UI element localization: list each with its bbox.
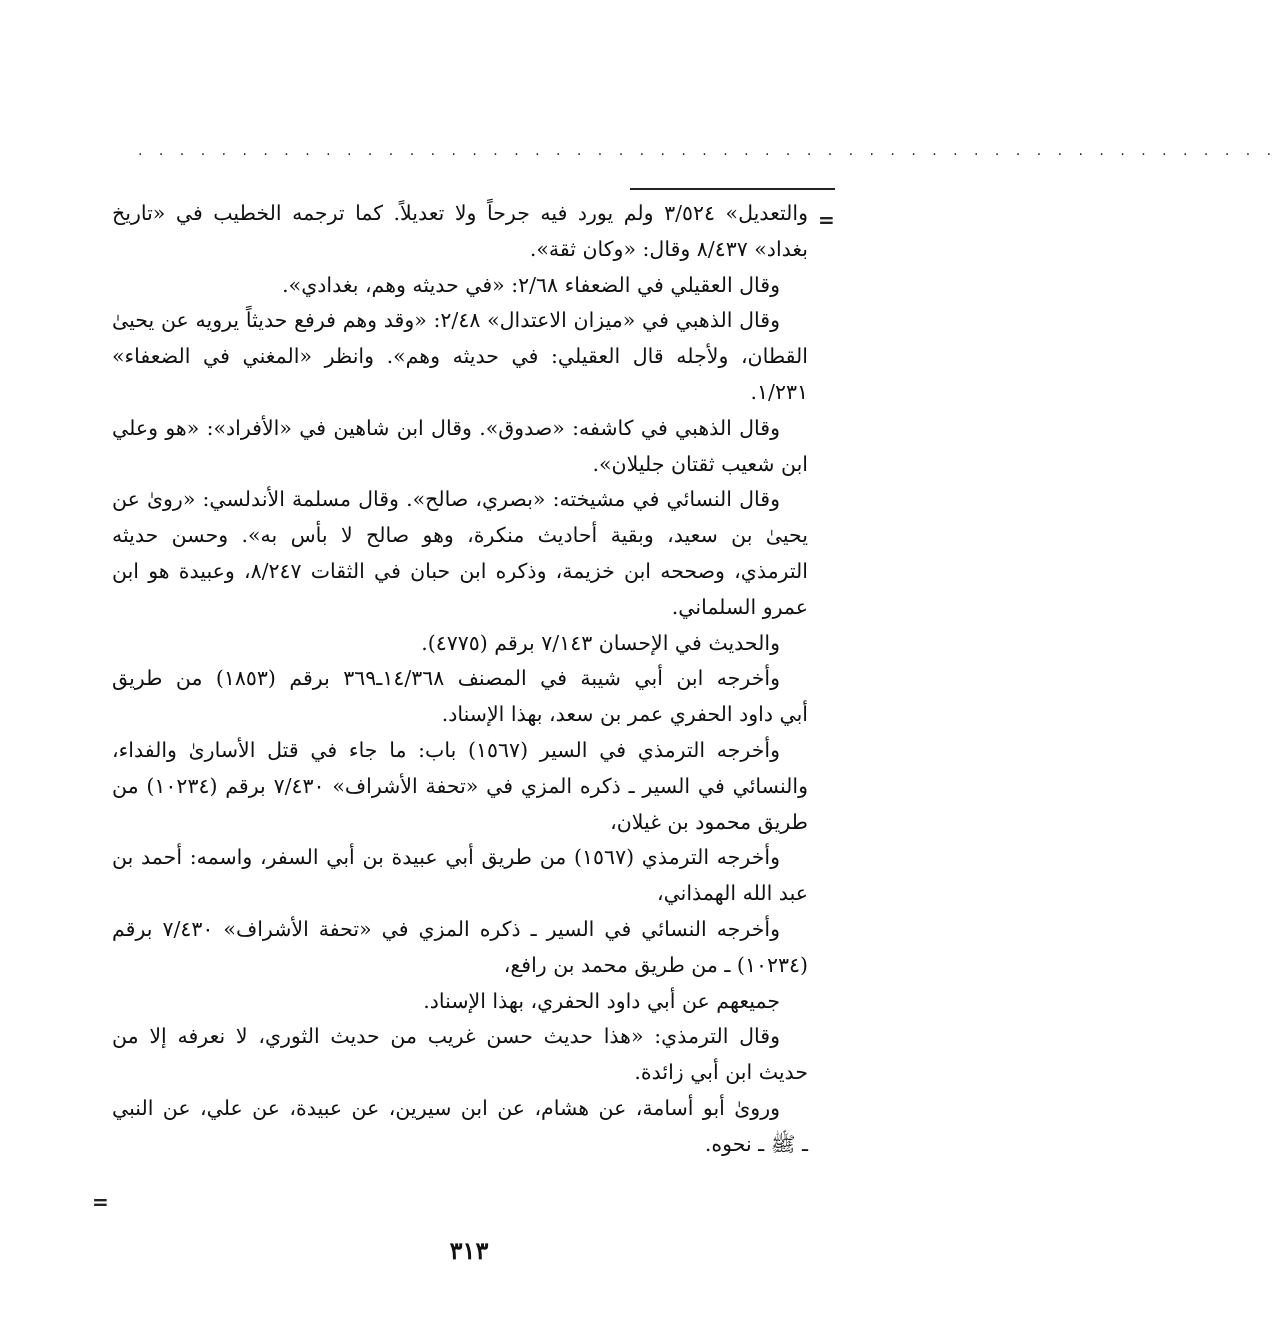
footnote-line: القطان، ولأجله قال العقيلي: في حديثه وهم». وانظر «المغني في الضعفاء» — [112, 344, 808, 369]
footnote-line: والنسائي في السير ـ ذكره المزي في «تحفة الأشراف» ٧/٤٣٠ برقم (١٠٢٣٤) من — [112, 773, 808, 798]
footnote-line: طريق محمود بن غيلان، — [610, 809, 808, 834]
continuation-marker-top: = — [818, 208, 835, 232]
footnote-line: حديث ابن أبي زائدة. — [634, 1060, 808, 1085]
footnote-line: وقال النسائي في مشيخته: «بصري، صالح». وقال مسلمة الأندلسي: «روىٰ عن — [112, 487, 780, 512]
footnote-line: وأخرجه الترمذي في السير (١٥٦٧) باب: ما جاء في قتل الأسارىٰ والفداء، — [112, 737, 780, 762]
page-number: ٣١٣ — [449, 1236, 489, 1265]
footnote-line: عبد الله الهمذاني، — [656, 881, 808, 906]
footnote-line: وقال الذهبي في «ميزان الاعتدال» ٢/٤٨: «وقد وهم فرفع حديثاً يرويه عن يحيىٰ — [112, 308, 780, 333]
footnote-text-block — [112, 196, 808, 1163]
footnote-line: والحديث في الإحسان ٧/١٤٣ برقم (٤٧٧٥). — [421, 630, 780, 655]
footnote-line: وروىٰ أبو أسامة، عن هشام، عن ابن سيرين، عن عبيدة، عن علي، عن النبي — [112, 1095, 780, 1120]
footnote-line: الترمذي، وصححه ابن خزيمة، وذكره ابن حبان في الثقات ٨/٢٤٧، وعبيدة هو ابن — [112, 558, 808, 583]
footnote-line: وقال الذهبي في كاشفه: «صدوق». وقال ابن شاهين في «الأفراد»: «هو وعلي — [112, 415, 780, 440]
footnote-line: جميعهم عن أبي داود الحفري، بهذا الإسناد. — [423, 988, 780, 1013]
header-dotted-line: . . . . . . . . . . . . . . . . . . . . . . . . . . . . . . . . . . . . . . . . . . . . . . . . . . . . . . . — [138, 143, 1277, 159]
footnote-line: وقال الترمذي: «هذا حديث حسن غريب من حديث الثوري، لا نعرفه إلا من — [112, 1024, 780, 1049]
footnote-line: ابن شعيب ثقتان جليلان». — [592, 451, 808, 476]
footnote-line: (١٠٢٣٤) ـ من طريق محمد بن رافع، — [503, 952, 808, 977]
continuation-marker-bottom: = — [92, 1190, 109, 1214]
footnote-line: وأخرجه ابن أبي شيبة في المصنف ١٤/٣٦٨ـ٣٦٩ برقم (١٨٥٣) من طريق — [112, 666, 780, 691]
footnote-line: والتعديل» ٣/٥٢٤ ولم يورد فيه جرحاً ولا تعديلاً. كما ترجمه الخطيب في «تاريخ — [112, 201, 808, 225]
footnote-line: يحيىٰ بن سعيد، وبقية أحاديث منكرة، وهو صالح لا بأس به». وحسن حديثه — [112, 523, 808, 548]
footnote-line: عمرو السلماني. — [671, 594, 808, 619]
footnote-line: أبي داود الحفري عمر بن سعد، بهذا الإسناد. — [441, 702, 808, 727]
footnote-line: ١/٢٣١. — [750, 379, 808, 404]
footnote-line: وأخرجه النسائي في السير ـ ذكره المزي في «تحفة الأشراف» ٧/٤٣٠ برقم — [112, 916, 780, 941]
footnote-separator-rule — [630, 188, 835, 190]
footnote-line: وقال العقيلي في الضعفاء ٢/٦٨: «في حديثه وهم، بغدادي». — [282, 272, 780, 297]
footnote-line: ـ ﷺ ـ نحوه. — [704, 1131, 808, 1156]
footnote-line: وأخرجه الترمذي (١٥٦٧) من طريق أبي عبيدة بن أبي السفر، واسمه: أحمد بن — [112, 845, 780, 870]
footnote-line: بغداد» ٨/٤٣٧ وقال: «وكان ثقة». — [529, 236, 808, 261]
